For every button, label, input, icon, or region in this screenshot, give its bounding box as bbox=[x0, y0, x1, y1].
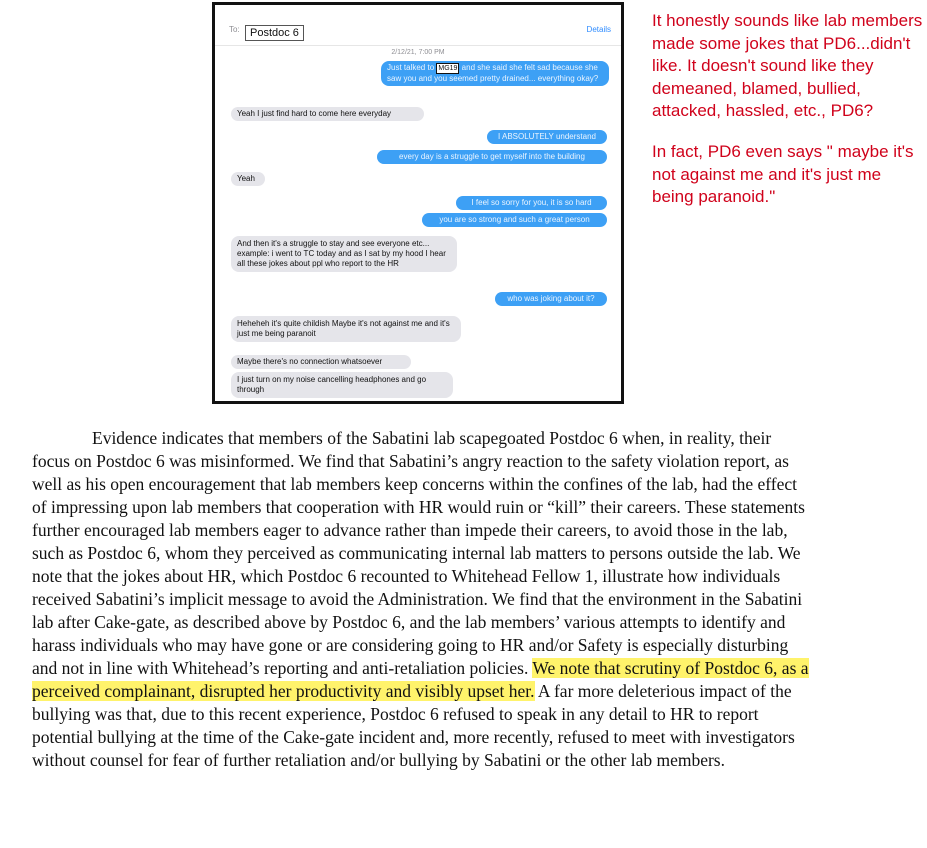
message-bubble-received: Heheheh it's quite childish Maybe it's not against me and it's just me being paranoit bbox=[231, 316, 461, 342]
recipient-chip: Postdoc 6 bbox=[245, 25, 304, 41]
message-bubble-received: And then it's a struggle to stay and see everyone etc... example: i went to TC today and as I sat by my hood I hear all these jokes about ppl who report to the HR bbox=[231, 236, 457, 272]
message-bubble-received: Yeah I just find hard to come here everyday bbox=[231, 107, 424, 121]
body-text-1: Evidence indicates that members of the Sabatini lab scapegoated Postdoc 6 when, in reality, their focus on Postdoc 6 was misinformed. We find that Sabatini’s angry reaction to the safety violation report, as well as his open encouragement that lab members keep concerns within the confines of the lab, had the effect of impressing upon lab members that cooperation with HR would ruin or “kill” their careers. These statements further encouraged lab members eager to advance rather than impede their careers, to avoid those in the lab, such as Postdoc 6, whom they perceived as communicating internal lab matters to persons outside the lab. We note that the jokes about HR, which Postdoc 6 recounted to Whitehead Fellow 1, illustrate how individuals received Sabatini’s implicit message to avoid the Administration. We find that the environment in the Sabatini lab after Cake-gate, as described above by Postdoc 6, and the lab members’ various attempts to identify and harass individuals who may have gone or are considering going to HR and/or Safety is especially disturbing and not in line with Whitehead’s reporting and anti-retaliation policies. bbox=[32, 428, 805, 678]
message-bubble-received: Maybe there's no connection whatsoever bbox=[231, 355, 411, 369]
message-bubble-sent: Just talked to MG19 and she said she felt sad because she saw you and you seemed pretty drained... everything okay? bbox=[381, 61, 609, 86]
annotation-comment bbox=[652, 10, 924, 227]
redaction-label: MG19 bbox=[438, 65, 458, 72]
message-header bbox=[215, 5, 621, 46]
message-bubble-sent: who was joking about it? bbox=[495, 292, 607, 306]
annotation-paragraph-1: It honestly sounds like lab members made some jokes that PD6...didn't like. It doesn't sound like they demeaned, blamed, bullied, attacked, hassled, etc., PD6? bbox=[652, 11, 923, 121]
message-screenshot bbox=[212, 2, 624, 404]
message-bubble-sent: you are so strong and such a great person bbox=[422, 213, 607, 227]
message-bubble-sent: I feel so sorry for you, it is so hard bbox=[456, 196, 607, 210]
details-link: Details bbox=[586, 25, 611, 34]
message-bubble-sent: every day is a struggle to get myself into the building bbox=[377, 150, 607, 164]
body-text-2: A far more deleterious impact of the bullying was that, due to this recent experience, Postdoc 6 refused to speak in any detail to HR to report potential bullying at the time of the Cake-gate incident and, more recently, refused to meet with investigators without counsel for fear of further retaliation and/or bullying by Sabatini or the other lab members. bbox=[32, 681, 795, 770]
annotation-paragraph-2: In fact, PD6 even says " maybe it's not against me and it's just me being paranoid." bbox=[652, 141, 914, 207]
to-label: To: bbox=[229, 25, 240, 34]
message-bubble-received: Yeah bbox=[231, 172, 265, 186]
message-timestamp: 2/12/21, 7:00 PM bbox=[391, 49, 445, 56]
message-bubble-sent: I ABSOLUTELY understand bbox=[487, 130, 607, 144]
message-bubble-received: I just turn on my noise cancelling headphones and go through bbox=[231, 372, 453, 398]
body-paragraph bbox=[32, 427, 812, 772]
highlighted-text: We note that scrutiny of Postdoc 6, as a perceived complainant, disrupted her productivity and visibly upset her. bbox=[32, 658, 809, 701]
